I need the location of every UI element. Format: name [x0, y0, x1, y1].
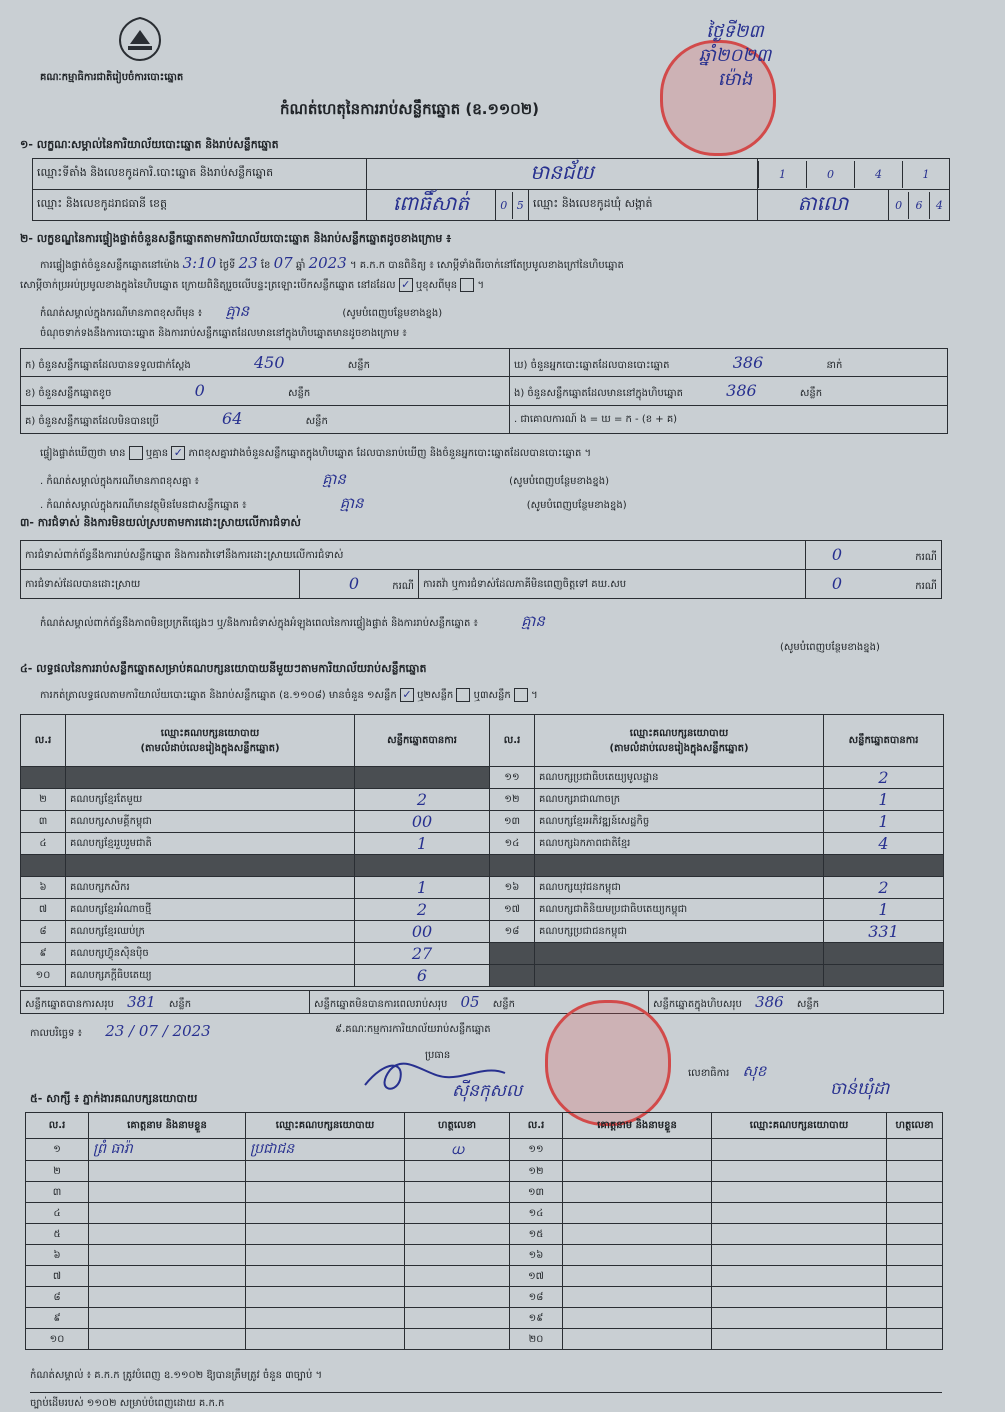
witness-no: ១ — [26, 1139, 89, 1161]
received-ballots: 450 — [253, 352, 285, 372]
code-digit: 1 — [759, 161, 807, 188]
witness-party — [712, 1203, 887, 1224]
witness-name — [89, 1203, 246, 1224]
witness-party — [712, 1182, 887, 1203]
party-no — [21, 767, 66, 789]
witness-name — [89, 1182, 246, 1203]
witness-name — [563, 1245, 712, 1266]
objections-count: 0 — [831, 545, 843, 564]
party-name: គណបក្សភក្ដីធិបតេយ្យ — [66, 965, 355, 987]
one-sheet-checkbox[interactable]: ✓ — [400, 688, 414, 702]
party-name: គណបក្សខ្មែរអំណាចថ្មី — [66, 899, 355, 921]
witness-no: ១៥ — [510, 1224, 563, 1245]
code-digit: 4 — [855, 161, 903, 188]
witness-name — [89, 1287, 246, 1308]
witness-no: ១៨ — [510, 1287, 563, 1308]
objections-label: ការជំទាស់ពាក់ព័ន្ធនឹងការរាប់សន្លឹកឆ្នោត និងការតវ៉ាទៅនឹងការដោះស្រាយលើការជំទាស់ — [21, 541, 806, 570]
party-votes: 2 — [824, 767, 944, 789]
party-name — [66, 767, 355, 789]
party-votes: 00 — [355, 811, 490, 833]
voters-count: 386 — [732, 352, 764, 372]
witness-party — [712, 1266, 887, 1287]
bottom-note: កំណត់សម្គាល់ ៖ គ.ក.ក ត្រូវបំពេញ ឧ.១១០២ ឱ្យបានត្រឹមត្រូវ ចំនួន ៣ច្បាប់ ។ — [30, 1370, 323, 1381]
witness-sign — [405, 1287, 510, 1308]
emblem-icon — [110, 14, 170, 64]
party-no: ១៤ — [490, 833, 535, 855]
note1: កំណត់សម្គាល់ក្នុងករណីមានភាពខុសពីមុន ៖ គ្មាន (សូមបំពេញបន្ថែមខាងខ្នង) — [40, 302, 443, 320]
witness-name: ព្រំ ធារ៉ា — [89, 1139, 246, 1161]
party-votes: 1 — [355, 833, 490, 855]
province-label: ឈ្មោះ និងលេខកូដរាជធានី ខេត្ត — [33, 190, 367, 221]
witness-party — [246, 1287, 405, 1308]
party-no: ១១ — [490, 767, 535, 789]
witness-no: ១០ — [26, 1329, 89, 1350]
witness-name — [563, 1329, 712, 1350]
witness-name — [563, 1203, 712, 1224]
party-no: ១២ — [490, 789, 535, 811]
note1-value: គ្មាន — [225, 302, 250, 320]
col-no: ល.រ — [21, 715, 66, 767]
party-no: ៩ — [21, 943, 66, 965]
witness-name — [563, 1139, 712, 1161]
section3-heading: ៣- ការជំទាស់ និងការមិនយល់ស្របតាមការដោះស្រាយលើការជំទាស់ — [20, 516, 301, 529]
party-votes: 331 — [824, 921, 944, 943]
party-name: គណបក្សខ្មែរតែមួយ — [66, 789, 355, 811]
party-votes: 27 — [355, 943, 490, 965]
witness-party — [712, 1161, 887, 1182]
party-no — [21, 855, 66, 877]
section3-hint: (សូមបំពេញបន្ថែមខាងខ្នង) — [780, 642, 880, 653]
table-row — [21, 965, 944, 987]
party-name — [535, 855, 824, 877]
table-row — [21, 877, 944, 899]
witness-sign — [405, 1182, 510, 1203]
witness-party — [246, 1224, 405, 1245]
party-name: គណបក្សប្រជាធិបតេយ្យមូលដ្ឋាន — [535, 767, 824, 789]
witness-party — [246, 1182, 405, 1203]
section5-heading: ៥- សាក្សី ៖ ភ្នាក់ងារគណបក្សនយោបាយ — [30, 1092, 198, 1105]
code-digit: 0 — [500, 198, 508, 212]
date-value: 23 / 07 / 2023 — [105, 1022, 211, 1040]
total-all: 386 — [755, 992, 784, 1011]
party-no: ១៦ — [490, 877, 535, 899]
witness-sign: ധ — [405, 1139, 510, 1161]
party-votes: 1 — [824, 899, 944, 921]
party-name: គណបក្សសាមគ្គីកម្ពុជា — [66, 811, 355, 833]
witness-party — [246, 1203, 405, 1224]
party-name: គណបក្សឯកភាពជាតិខ្មែរ — [535, 833, 824, 855]
party-name: គណបក្សខ្មែរឈប់ក្រ — [66, 921, 355, 943]
note2: . កំណត់សម្គាល់ក្នុងករណីមានភាពខុសគ្នា ៖ គ្មាន (សូមបំពេញបន្ថែមខាងខ្នង) — [40, 470, 609, 488]
section1-table — [32, 158, 950, 221]
witness-no: ១៩ — [510, 1308, 563, 1329]
witness-party — [712, 1224, 887, 1245]
secretary-name-2: ចាន់ឃុំដា — [830, 1079, 890, 1099]
witness-name — [89, 1224, 246, 1245]
party-name: គណបក្សជាតិនិយមប្រជាធិបតេយ្យកម្ពុជា — [535, 899, 824, 921]
ballot-count-table: ក) ចំនួនសន្លឹកឆ្នោតដែលបានទទួលជាក់ស្តែង 450 សន្លឹក ឃ) ចំនួនអ្នកបោះឆ្នោតដែលបានបោះឆ្នោត 386 នាក់ ខ) ចំនួនសន្លឹកឆ្នោតខូច 0 សន្លឹក ង) ចំនួនសន្លឹកឆ្នោតដែលមាននៅក្នុងហិបឆ្នោត 386 សន្លឹក គ) ចំនួនសន្លឹកឆ្នោតដែលមិនបានប្រើ 64 សន្លឹក . ជាគោលការណ៍ ង = ឃ = ក - (ខ + គ) — [20, 348, 948, 434]
ballot-intro: ចំណុចទាក់ទងនឹងការបោះឆ្នោត និងការរាប់សន្លឹកឆ្នោតដែលមាននៅក្នុងហិបឆ្នោតមានដូចខាងក្រោម ៖ — [40, 328, 407, 339]
witness-name — [89, 1308, 246, 1329]
party-name — [535, 965, 824, 987]
witness-name — [89, 1245, 246, 1266]
witness-sign — [887, 1266, 943, 1287]
party-no: ៣ — [21, 811, 66, 833]
party-no: ១៧ — [490, 899, 535, 921]
code-digit: 0 — [807, 161, 855, 188]
code-digit: 5 — [512, 192, 528, 219]
note2-value: គ្មាន — [322, 470, 346, 488]
party-no: ៤ — [21, 833, 66, 855]
unchanged-checkbox[interactable]: ✓ — [399, 278, 413, 292]
section4-sub: ការកត់ត្រាលទ្ធផលតាមការិយាល័យបោះឆ្នោត និងរាប់សន្លឹកឆ្នោត (ឧ.១១០៨) មានចំនួន ១សន្លឹក ✓ ឬ២សន្លឹក ឬ៣សន្លឹក ។ — [40, 688, 538, 701]
party-votes: 00 — [355, 921, 490, 943]
witness-no: ៦ — [26, 1245, 89, 1266]
resolved-count: 0 — [348, 574, 360, 593]
table-row — [21, 921, 944, 943]
witness-no: ៧ — [26, 1266, 89, 1287]
footnote: ច្បាប់ដើមរបស់ ១១០២ សម្រាប់បំពេញដោយ គ.ក.ក — [30, 1398, 225, 1409]
col-party: ឈ្មោះគណបក្សនយោបាយ — [160, 727, 260, 739]
code-digit: 1 — [903, 161, 950, 188]
discrepancy-no-checkbox[interactable]: ✓ — [171, 446, 185, 460]
party-votes — [355, 855, 490, 877]
secretary-line: លេខាធិការ សុខ — [688, 1062, 767, 1080]
col-votes: សន្លឹកឆ្នោតបានការ — [355, 715, 490, 767]
party-no — [490, 965, 535, 987]
code-digit: 0 — [895, 198, 903, 212]
formula: . ជាគោលការណ៍ ង = ឃ = ក - (ខ + គ) — [510, 405, 948, 433]
witness-sign — [887, 1245, 943, 1266]
table-row — [26, 1203, 943, 1224]
witness-sign — [887, 1329, 943, 1350]
party-no — [490, 943, 535, 965]
witness-name — [89, 1161, 246, 1182]
two-sheets-checkbox[interactable] — [456, 688, 470, 702]
witness-party — [712, 1308, 887, 1329]
bottom-divider — [30, 1392, 942, 1393]
witness-sign — [405, 1266, 510, 1287]
party-votes — [824, 965, 944, 987]
col-party: ឈ្មោះគណបក្សនយោបាយ — [629, 727, 729, 739]
witness-party — [712, 1139, 887, 1161]
party-no: ២ — [21, 789, 66, 811]
party-name: គណបក្សខ្មែរអភិវឌ្ឍន៍សេដ្ឋកិច្ច — [535, 811, 824, 833]
party-name: គណបក្សខ្មែររួបរួមជាតិ — [66, 833, 355, 855]
stamp-handwriting: ថ្ងៃទី២៣ ឆ្នាំ២០២៣ ម៉ោង — [698, 21, 772, 90]
witness-sign — [887, 1287, 943, 1308]
party-no: ១៣ — [490, 811, 535, 833]
table-row — [26, 1266, 943, 1287]
org-name: គណៈកម្មាធិការជាតិរៀបចំការបោះឆ្នោត — [40, 72, 184, 83]
table-row — [21, 811, 944, 833]
verify-year: 2023 — [308, 254, 347, 272]
page-title: កំណត់ហេតុនៃការរាប់សន្លឹកឆ្នោត (ឧ.១១០២) — [280, 100, 540, 118]
witness-table: ល.រ គោត្តនាម និងនាមខ្លួន ឈ្មោះគណបក្សនយោបាយ ហត្ថលេខា ល.រ គោត្តនាម និងនាមខ្លួន ឈ្មោះគណបក្សនយោបាយ ហត្ថលេខា ១ ព្រំ ធារ៉ា ប្រជាជន ധ ១១ ២ ១២ ៣ ១៣ ៤ ១៤ ៥ ១៥ ៦ ១៦ ៧ ១៧ ៨ ១៨ ៩ ១៩ ១០ ២០ — [25, 1112, 943, 1350]
verify-line-2: សោម្ភីចាក់ប្រអប់ប្រមូលខាងក្នុងនៃហិបឆ្នោត ក្រោយពិនិត្យរួចលើបន្ទះត្រឡោះបើកសន្លឹកឆ្នោត នៅដដែល ✓ ឬខុសពីមុន ។ — [20, 278, 485, 291]
party-votes: 2 — [355, 789, 490, 811]
note3: . កំណត់សម្គាល់ក្នុងករណីមានវត្ថុមិនមែនជាសន្លឹកឆ្នោត ៖ គ្មាន (សូមបំពេញបន្ថែមខាងខ្នង) — [40, 494, 627, 512]
party-votes: 4 — [824, 833, 944, 855]
table-row — [21, 767, 944, 789]
objections-table: ការជំទាស់ពាក់ព័ន្ធនឹងការរាប់សន្លឹកឆ្នោត និងការតវ៉ាទៅនឹងការដោះស្រាយលើការជំទាស់ 0 ករណី ការជំទាស់ដែលបានដោះស្រាយ 0 ករណី ការតវ៉ា ឬការជំទាស់ដែលភាគីមិនពេញចិត្តទៅ គឃ.សប 0 ករណី — [20, 540, 942, 599]
witness-no: ៩ — [26, 1308, 89, 1329]
table-row — [26, 1329, 943, 1350]
code-digit: 6 — [909, 192, 929, 219]
unused-ballots: 64 — [222, 409, 243, 429]
witness-no: ១២ — [510, 1161, 563, 1182]
party-votes — [824, 855, 944, 877]
witness-sign — [887, 1139, 943, 1161]
party-votes — [824, 943, 944, 965]
station-value: មានជ័យ — [367, 159, 758, 190]
witness-name — [563, 1266, 712, 1287]
party-no: ៨ — [21, 921, 66, 943]
witness-party — [712, 1287, 887, 1308]
witness-sign — [887, 1203, 943, 1224]
party-votes: 1 — [355, 877, 490, 899]
appealed-label: ការតវ៉ា ឬការជំទាស់ដែលភាគីមិនពេញចិត្តទៅ គឃ.សប — [419, 570, 806, 599]
witness-no: ៣ — [26, 1182, 89, 1203]
witness-name — [563, 1161, 712, 1182]
table-row — [21, 855, 944, 877]
witness-sign — [405, 1203, 510, 1224]
section4-heading: ៤- លទ្ធផលនៃការរាប់សន្លឹកឆ្នោតសម្រាប់គណបក្សនយោបាយនីមួយៗតាមការិយាល័យរាប់សន្លឹកឆ្នោត — [20, 662, 427, 675]
table-row — [21, 789, 944, 811]
witness-party — [246, 1266, 405, 1287]
changed-checkbox[interactable] — [460, 278, 474, 292]
discrepancy-check: ផ្ទៀងផ្ទាត់ឃើញថា មាន ឬគ្មាន ✓ ភាពខុសគ្នារវាងចំនួនសន្លឹកឆ្នោតក្នុងហិបឆ្នោត ដែលបានរាប់ឃើញ និងចំនួនអ្នកបោះឆ្នោតដែលបានបោះឆ្នោត ។ — [40, 446, 592, 459]
party-no: ៦ — [21, 877, 66, 899]
party-no: ១៨ — [490, 921, 535, 943]
party-name: គណបក្សយុវជនកម្ពុជា — [535, 877, 824, 899]
witness-no: ៤ — [26, 1203, 89, 1224]
party-name: គណបក្សហ៊្វុនស៊ិនប៉ិច — [66, 943, 355, 965]
party-votes: 2 — [355, 899, 490, 921]
station-label: ឈ្មោះទីតាំង និងលេខកូដការិ.បោះឆ្នោត និងរាប់សន្លឹកឆ្នោត — [33, 159, 367, 190]
table-row — [26, 1182, 943, 1203]
verify-day: 23 — [238, 254, 258, 272]
witness-party — [246, 1329, 405, 1350]
code-digit: 4 — [929, 192, 949, 219]
party-votes: 1 — [824, 789, 944, 811]
commune-value: តាលោ — [758, 190, 889, 221]
party-votes: 2 — [824, 877, 944, 899]
witness-party — [246, 1245, 405, 1266]
witness-sign — [887, 1182, 943, 1203]
witness-sign — [405, 1308, 510, 1329]
total-valid: 381 — [127, 992, 156, 1011]
witness-sign — [887, 1161, 943, 1182]
committee-label: ៩.គណៈកម្មការការិយាល័យរាប់សន្លឹកឆ្នោត — [335, 1024, 491, 1035]
party-votes — [355, 767, 490, 789]
party-name: គណបក្សរាជាណាចក្រ — [535, 789, 824, 811]
table-row — [21, 899, 944, 921]
witness-name — [89, 1266, 246, 1287]
section1-heading: ១- លក្ខណៈសម្គាល់នៃការិយាល័យបោះឆ្នោត និងរាប់សន្លឹកឆ្នោត — [20, 138, 279, 151]
witness-no: ១៦ — [510, 1245, 563, 1266]
section2-heading: ២- លក្ខខណ្ឌនៃការផ្ទៀងផ្ទាត់ចំនួនសន្លឹកឆ្នោតតាមការិយាល័យបោះឆ្នោត និងរាប់សន្លឹកឆ្នោតដូចខាងក្រោម ៖ — [20, 232, 452, 245]
table-row — [21, 833, 944, 855]
table-row — [26, 1245, 943, 1266]
party-name — [535, 943, 824, 965]
discrepancy-yes-checkbox[interactable] — [129, 446, 143, 460]
party-votes: 6 — [355, 965, 490, 987]
total-invalid: 05 — [460, 992, 480, 1011]
witness-no: ១៣ — [510, 1182, 563, 1203]
witness-no: ១១ — [510, 1139, 563, 1161]
witness-name — [89, 1329, 246, 1350]
chair-label: ប្រធាន — [425, 1050, 451, 1061]
table-row — [26, 1224, 943, 1245]
witness-sign — [405, 1329, 510, 1350]
chair-name: ស៊ីនកុសល — [452, 1081, 523, 1101]
witness-sign — [405, 1245, 510, 1266]
witness-name — [563, 1287, 712, 1308]
party-name — [66, 855, 355, 877]
verify-line-1: ការផ្ទៀងផ្ទាត់ចំនួនសន្លឹកឆ្នោតនៅម៉ោង 3:10 ថ្ងៃទី 23 ខែ 07 ឆ្នាំ 2023 ។ គ.ក.ក បានពិនិត្យ ៖ សោម្ភីទាំងពីរចាក់នៅតែប្រមូលខាងក្រៅនៃហិបឆ្នោត — [40, 254, 624, 272]
verify-month: 07 — [273, 254, 293, 272]
note3-value: គ្មាន — [339, 494, 364, 512]
witness-party — [712, 1329, 887, 1350]
party-votes: 1 — [824, 811, 944, 833]
committee-stamp — [545, 1000, 671, 1126]
witness-name — [563, 1182, 712, 1203]
witness-no: ៨ — [26, 1287, 89, 1308]
section3-note-value: គ្មាន — [521, 612, 545, 630]
witness-sign — [405, 1161, 510, 1182]
section3-note: កំណត់សម្គាល់ពាក់ព័ន្ធនឹងភាពមិនប្រក្រតីផ្សេងៗ ឬ/និងការជំទាស់ក្នុងអំឡុងពេលនៃការផ្ទៀងផ្ទាត់ និងការរាប់សន្លឹកឆ្នោត ៖ គ្មាន — [40, 612, 545, 630]
three-sheets-checkbox[interactable] — [514, 688, 528, 702]
secretary-name: សុខ — [742, 1062, 767, 1080]
witness-no: ១៧ — [510, 1266, 563, 1287]
party-no: ៧ — [21, 899, 66, 921]
commune-label: ឈ្មោះ និងលេខកូដឃុំ សង្កាត់ — [529, 190, 758, 221]
witness-sign — [405, 1224, 510, 1245]
date-line: កាលបរិច្ឆេទ ៖ 23 / 07 / 2023 — [30, 1022, 211, 1040]
col-party-sub: (តាមលំដាប់លេខរៀងក្នុងសន្លឹកឆ្នោត) — [140, 742, 280, 754]
witness-no: ១៤ — [510, 1203, 563, 1224]
witness-party — [246, 1308, 405, 1329]
province-value: ពោធិ៍សាត់ — [367, 190, 496, 221]
resolved-label: ការជំទាស់ដែលបានដោះស្រាយ — [21, 570, 300, 599]
results-totals: សន្លឹកឆ្នោតបានការសរុប 381 សន្លឹក សន្លឹកឆ្នោតមិនបានការពេលរាប់សរុប 05 សន្លឹក សន្លឹកឆ្នោតក្នុងហិបសរុប 386 សន្លឹក — [20, 990, 944, 1014]
party-no: ១០ — [21, 965, 66, 987]
table-row — [26, 1161, 943, 1182]
table-row — [26, 1139, 943, 1161]
witness-name — [563, 1308, 712, 1329]
table-row — [21, 943, 944, 965]
witness-name — [563, 1224, 712, 1245]
ballots-in-box: 386 — [726, 380, 757, 400]
witness-no: ២០ — [510, 1329, 563, 1350]
witness-sign — [887, 1224, 943, 1245]
witness-party — [246, 1161, 405, 1182]
witness-party — [712, 1245, 887, 1266]
verify-time: 3:10 — [182, 254, 217, 272]
results-table — [20, 714, 944, 987]
witness-no: ២ — [26, 1161, 89, 1182]
witness-no: ៥ — [26, 1224, 89, 1245]
col-votes: សន្លឹកឆ្នោតបានការ — [824, 715, 944, 767]
party-no — [490, 855, 535, 877]
col-party-sub: (តាមលំដាប់លេខរៀងក្នុងសន្លឹកឆ្នោត) — [609, 742, 749, 754]
table-row — [26, 1308, 943, 1329]
appealed-count: 0 — [831, 574, 843, 593]
witness-sign — [887, 1308, 943, 1329]
table-row — [26, 1287, 943, 1308]
party-name: គណបក្សប្រជាជនកម្ពុជា — [535, 921, 824, 943]
spoiled-ballots: 0 — [194, 380, 205, 400]
col-no: ល.រ — [490, 715, 535, 767]
witness-party: ប្រជាជន — [246, 1139, 405, 1161]
party-name: គណបក្សកសិករ — [66, 877, 355, 899]
